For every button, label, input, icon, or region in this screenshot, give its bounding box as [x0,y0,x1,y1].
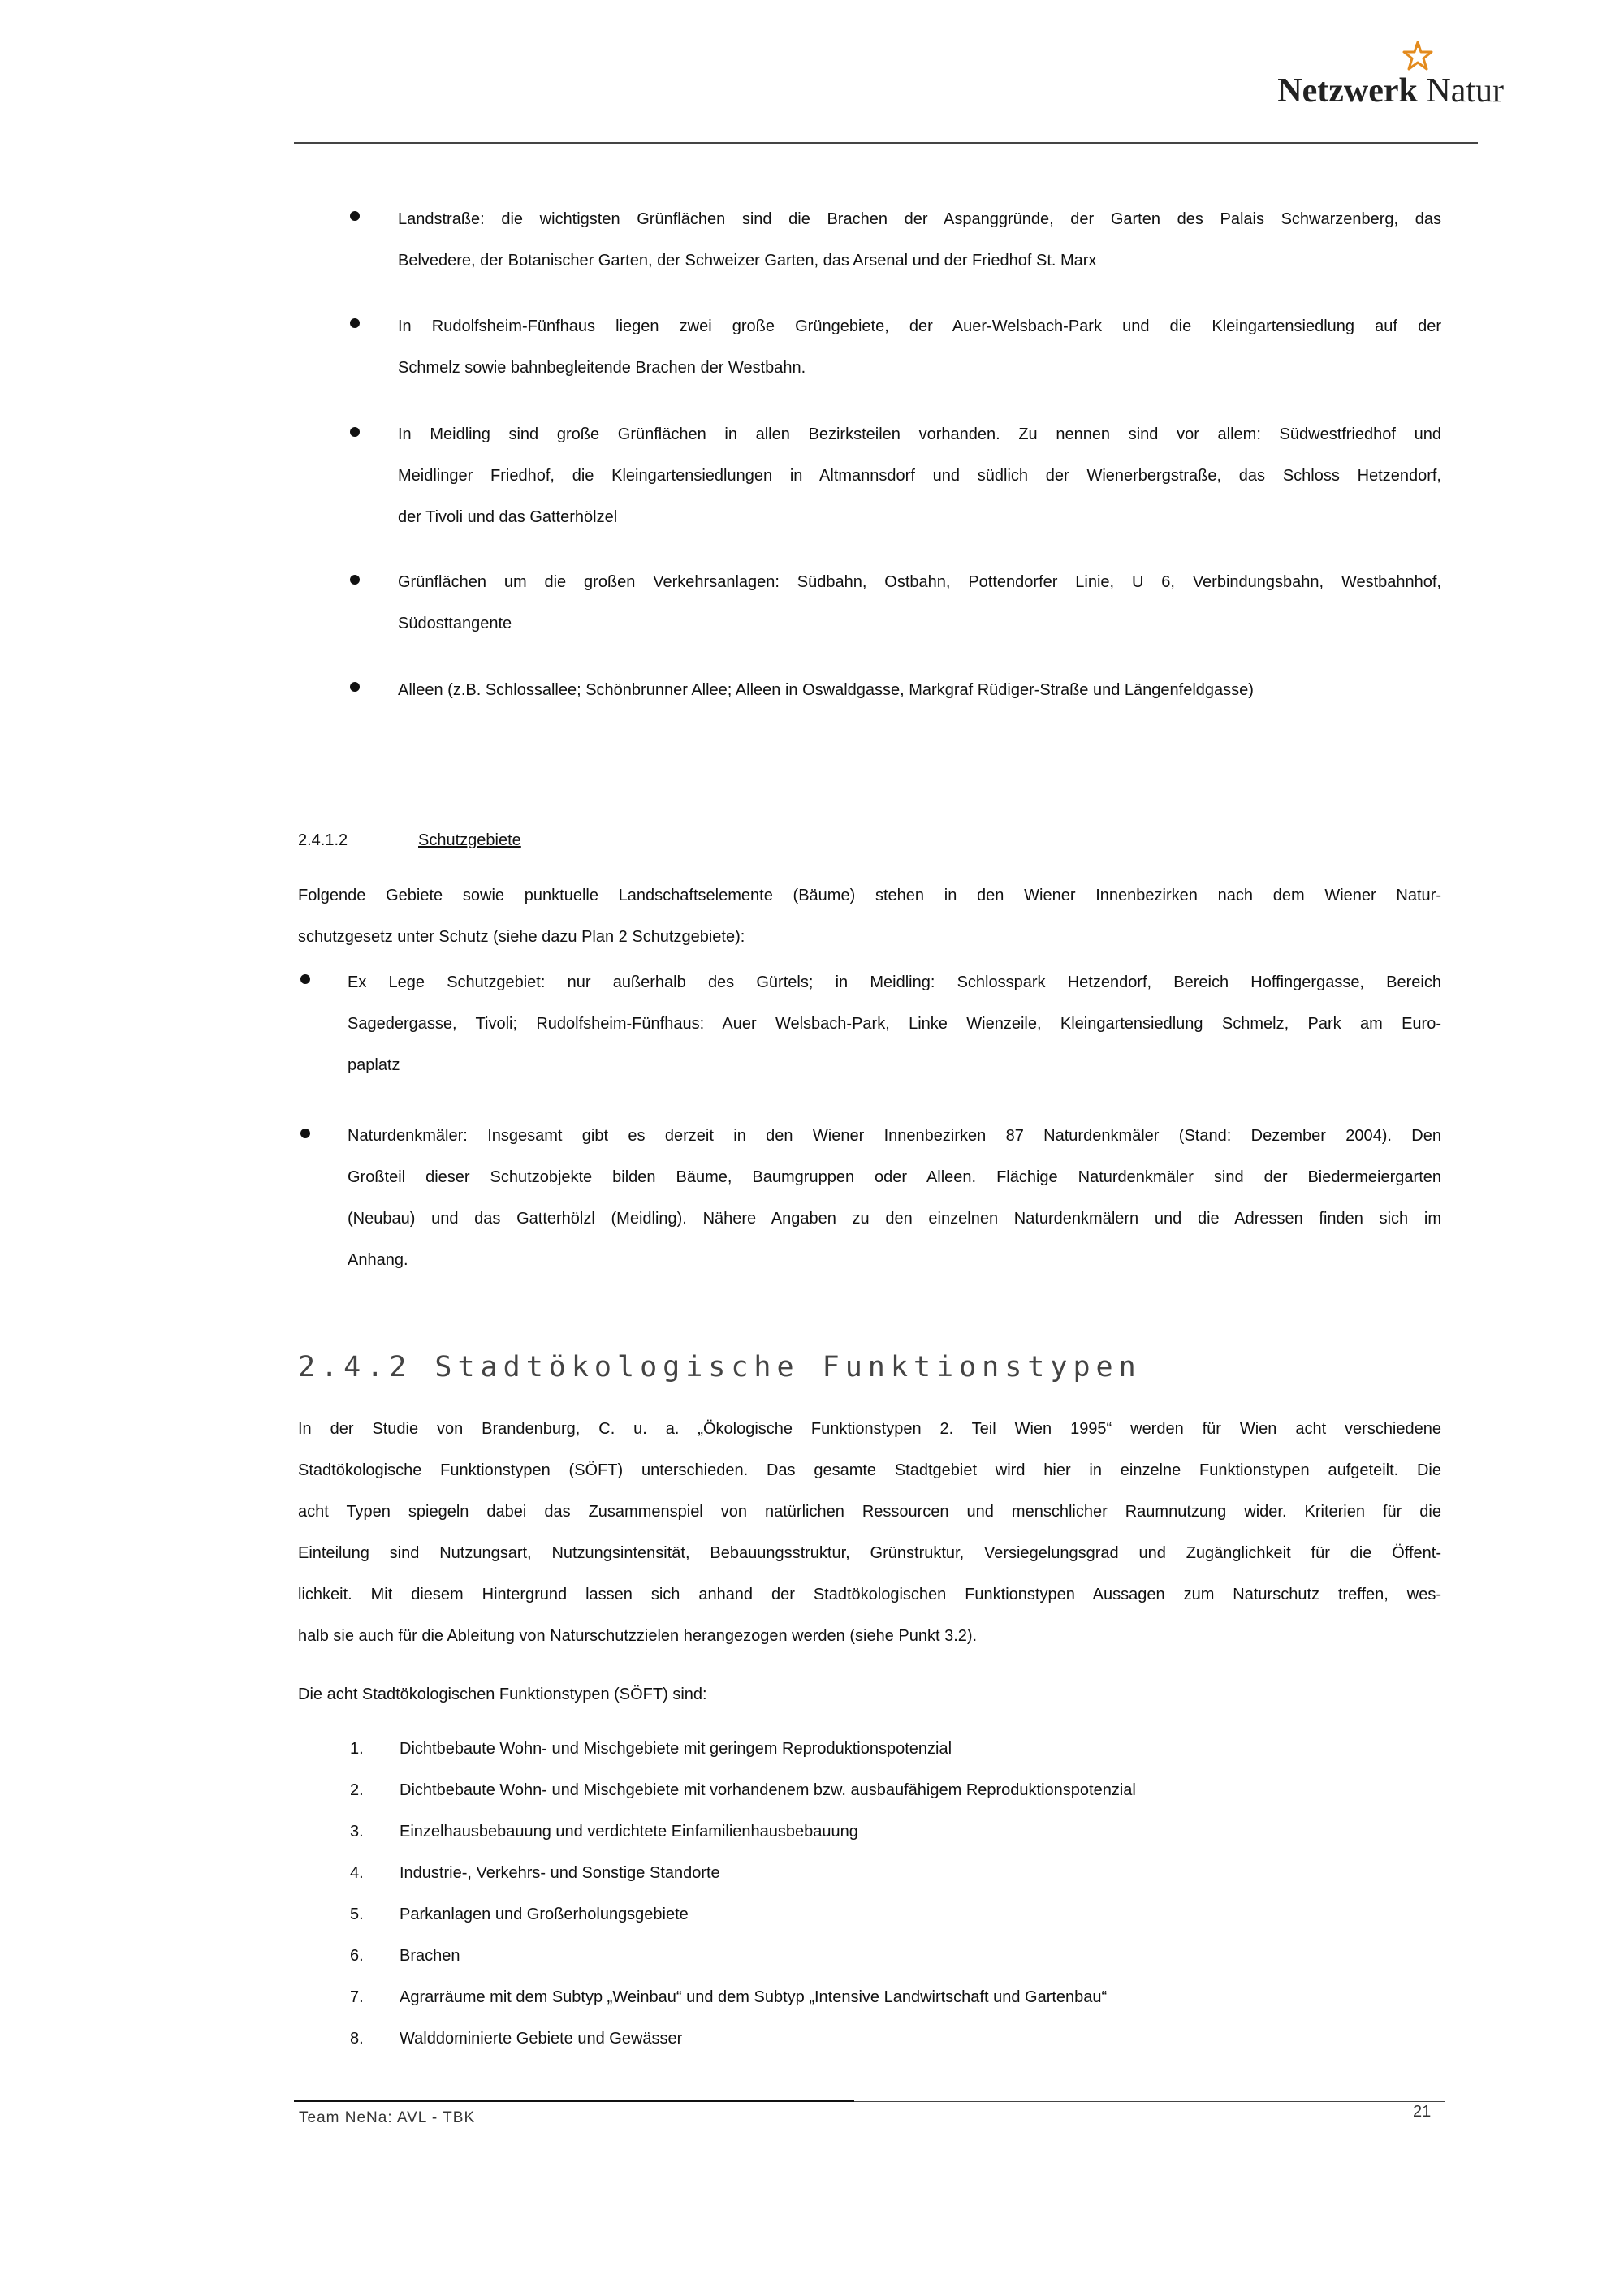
item-number: 6. [350,1947,364,1965]
text-line: acht Typen spiegeln dabei das Zusammenspiel von natürlichen Ressourcen und menschlicher Raumnutzung wider. Kriterien für die [298,1503,1441,1521]
list-item [398,414,1441,538]
star-figure-icon [1399,41,1436,73]
item-number: 2. [350,1781,364,1799]
list-item [348,1116,1441,1281]
section-heading: 2.4.2 Stadtökologische Funktionstypen [298,1351,1142,1383]
text-line: In Meidling sind große Grünflächen in allen Bezirksteilen vorhanden. Zu nennen sind vor allem: Südwestfriedhof und [398,425,1441,443]
item-text: Parkanlagen und Großerholungsgebiete [400,1905,689,1923]
logo-bold: Netzwerk [1277,72,1418,110]
item-text: Agrarräume mit dem Subtyp „Weinbau“ und dem Subtyp „Intensive Landwirtschaft und Gartenbau“ [400,1988,1108,2006]
item-number: 3. [350,1823,364,1841]
footer-rule-accent [294,2100,854,2102]
item-text: Industrie-, Verkehrs- und Sonstige Standorte [400,1864,720,1882]
text-line: In Rudolfsheim-Fünfhaus liegen zwei große Grüngebiete, der Auer-Welsbach-Park und die Kleingartensiedlung auf der [398,317,1441,335]
item-text: Brachen [400,1947,460,1965]
item-text: Walddominierte Gebiete und Gewässer [400,2030,683,2048]
list-intro: Die acht Stadtökologischen Funktionstypen (SÖFT) sind: [298,1685,707,1703]
item-text: Dichtbebaute Wohn- und Mischgebiete mit geringem Reproduktionspotenzial [400,1740,952,1758]
text-line: Stadtökologische Funktionstypen (SÖFT) unterschieden. Das gesamte Stadtgebiet wird hier in einzelne Funktionstypen aufgeteilt. Die [298,1461,1441,1479]
text-line: Anhang. [348,1251,408,1269]
item-number: 7. [350,1988,364,2006]
section-title: Schutzgebiete [418,831,521,849]
logo-regular: Natur [1426,72,1504,110]
section-paragraph [298,1409,1441,1657]
text-line: Sagedergasse, Tivoli; Rudolfsheim-Fünfhaus: Auer Welsbach-Park, Linke Wienzeile, Kleingartensiedlung Schmelz, Park am Euro- [348,1015,1441,1033]
section-intro [298,875,1441,958]
text-line: Belvedere, der Botanischer Garten, der Schweizer Garten, das Arsenal und der Friedhof St. Marx [398,252,1097,270]
list-item [348,962,1441,1086]
logo-text [1277,71,1504,110]
logo [1277,71,1504,110]
page-number: 21 [1413,2103,1432,2121]
text-line: In der Studie von Brandenburg, C. u. a. „Ökologische Funktionstypen 2. Teil Wien 1995“ werden für Wien acht verschiedene [298,1420,1441,1438]
text-line: paplatz [348,1056,400,1074]
text-line: schutzgesetz unter Schutz (siehe dazu Plan 2 Schutzgebiete): [298,928,745,946]
text-line: Einteilung sind Nutzungsart, Nutzungsintensität, Bebauungsstruktur, Grünstruktur, Versiegelungsgrad und Zugänglichkeit für die Öffent- [298,1544,1441,1562]
list-item [398,562,1441,645]
text-line: Grünflächen um die großen Verkehrsanlagen: Südbahn, Ostbahn, Pottendorfer Linie, U 6, Verbindungsbahn, Westbahnhof, [398,573,1441,591]
text-line: Ex Lege Schutzgebiet: nur außerhalb des Gürtels; in Meidling: Schlosspark Hetzendorf, Bereich Hoffingergasse, Bereich [348,973,1441,991]
text-line: (Neubau) und das Gatterhölzl (Meidling). Nähere Angaben zu den einzelnen Naturdenkmälern und die Adressen finden sich im [348,1210,1441,1228]
item-number: 1. [350,1740,364,1758]
text-line: Meidlinger Friedhof, die Kleingartensiedlungen in Altmannsdorf und südlich der Wienerbergstraße, das Schloss Hetzendorf, [398,467,1441,485]
list-item [398,306,1441,389]
text-line: halb sie auch für die Ableitung von Naturschutzzielen herangezogen werden (siehe Punkt 3.2). [298,1627,978,1645]
text-line: Folgende Gebiete sowie punktuelle Landschaftselemente (Bäume) stehen in den Wiener Innenbezirken nach dem Wiener Natur- [298,887,1441,904]
text-line: der Tivoli und das Gatterhölzel [398,508,618,526]
text-line: lichkeit. Mit diesem Hintergrund lassen sich anhand der Stadtökologischen Funktionstypen Aussagen zum Naturschutz treffen, wes- [298,1586,1441,1603]
footer-team: Team NeNa: AVL - TBK [299,2109,476,2126]
item-number: 4. [350,1864,364,1882]
text-line: Südosttangente [398,615,512,632]
item-number: 8. [350,2030,364,2048]
item-text: Dichtbebaute Wohn- und Mischgebiete mit vorhandenem bzw. ausbaufähigem Reproduktionspotenzial [400,1781,1136,1799]
item-text: Einzelhausbebauung und verdichtete Einfamilienhausbebauung [400,1823,858,1841]
text-line: Schmelz sowie bahnbegleitende Brachen der Westbahn. [398,359,806,377]
text-line: Naturdenkmäler: Insgesamt gibt es derzeit in den Wiener Innenbezirken 87 Naturdenkmäler (Stand: Dezember 2004). Den [348,1127,1441,1145]
section-number: 2.4.1.2 [298,831,348,849]
header-rule [294,142,1478,144]
list-item [398,199,1441,282]
text-line: Großteil dieser Schutzobjekte bilden Bäume, Baumgruppen oder Alleen. Flächige Naturdenkmäler sind der Biedermeiergarten [348,1168,1441,1186]
item-number: 5. [350,1905,364,1923]
text-line: Alleen (z.B. Schlossallee; Schönbrunner Allee; Alleen in Oswaldgasse, Markgraf Rüdiger-Straße und Längenfeldgasse) [398,681,1254,699]
text-line: Landstraße: die wichtigsten Grünflächen sind die Brachen der Aspanggründe, der Garten des Palais Schwarzenberg, das [398,210,1441,228]
list-item [398,670,1441,711]
